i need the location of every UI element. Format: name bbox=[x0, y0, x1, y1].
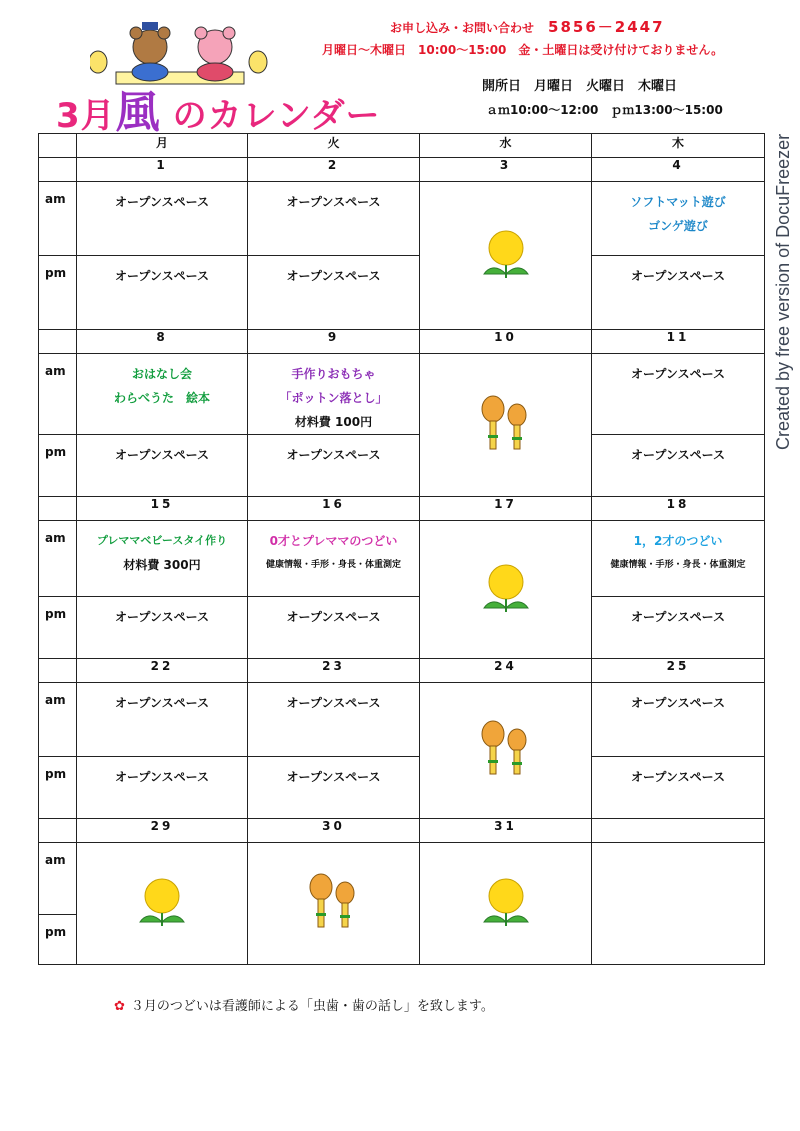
maracas-icon bbox=[475, 391, 537, 457]
day-header: 木 bbox=[592, 134, 765, 158]
flower-icon: ✿ bbox=[114, 999, 125, 1014]
calendar-table bbox=[38, 133, 765, 965]
event-cell: オープンスペース bbox=[248, 683, 420, 757]
pm-label: pm bbox=[39, 915, 77, 965]
day-header: 火 bbox=[248, 134, 420, 158]
dandelion-icon bbox=[134, 876, 190, 928]
contact-info: お申し込み・お問い合わせ 5856－2447 bbox=[390, 18, 665, 36]
date-row bbox=[39, 158, 765, 182]
date-cell: 8 bbox=[77, 330, 248, 354]
event-cell: プレママベビースタイ作り 材料費 300円 bbox=[77, 521, 248, 597]
date-cell: 16 bbox=[248, 497, 420, 521]
am-row bbox=[39, 683, 765, 757]
date-cell: 18 bbox=[592, 497, 765, 521]
date-cell: 9 bbox=[248, 330, 420, 354]
phone-number: 5856－2447 bbox=[548, 18, 665, 36]
date-cell bbox=[592, 819, 765, 843]
pm-label: pm bbox=[39, 435, 77, 497]
dandelion-icon bbox=[478, 876, 534, 928]
event-cell: オープンスペース bbox=[248, 757, 420, 819]
date-cell: 15 bbox=[77, 497, 248, 521]
empty-cell bbox=[592, 843, 765, 965]
pm-row bbox=[39, 757, 765, 819]
pm-row bbox=[39, 256, 765, 330]
hours-note: 月曜日～木曜日 10:00～15:00 金・土曜日は受け付けておりません。 bbox=[322, 43, 724, 57]
holiday-cell bbox=[420, 843, 592, 965]
date-cell: 24 bbox=[420, 659, 592, 683]
date-cell: 30 bbox=[248, 819, 420, 843]
event-cell: オープンスペース bbox=[77, 182, 248, 256]
date-row bbox=[39, 819, 765, 843]
event-cell: オープンスペース bbox=[592, 597, 765, 659]
event-cell: オープンスペース bbox=[248, 435, 420, 497]
am-label: am bbox=[39, 683, 77, 757]
am-row bbox=[39, 182, 765, 256]
holiday-cell bbox=[420, 182, 592, 330]
event-cell: オープンスペース bbox=[77, 597, 248, 659]
event-cell: 0才とプレママのつどい 健康情報・手形・身長・体重測定 bbox=[248, 521, 420, 597]
open-days: 開所日 月曜日 火曜日 木曜日 bbox=[482, 79, 678, 94]
event-cell: オープンスペース bbox=[77, 683, 248, 757]
maracas-icon bbox=[303, 869, 365, 935]
open-hours: ａｍ10:00～12:00 ｐｍ13:00～15:00 bbox=[486, 103, 723, 117]
event-cell: オープンスペース bbox=[592, 256, 765, 330]
date-cell: 3 bbox=[420, 158, 592, 182]
event-cell: 手作りおもちゃ 「ポットン落とし」 材料費 100円 bbox=[248, 354, 420, 435]
pm-row bbox=[39, 435, 765, 497]
holiday-cell bbox=[77, 843, 248, 965]
date-cell: 29 bbox=[77, 819, 248, 843]
event-cell: オープンスペース bbox=[592, 757, 765, 819]
pm-label: pm bbox=[39, 256, 77, 330]
am-row bbox=[39, 354, 765, 435]
date-cell: 25 bbox=[592, 659, 765, 683]
event-cell: オープンスペース bbox=[592, 683, 765, 757]
pm-row bbox=[39, 597, 765, 659]
event-cell: オープンスペース bbox=[248, 256, 420, 330]
pm-label: pm bbox=[39, 597, 77, 659]
footer-note: ✿ ３月のつどいは看護師による「虫歯・歯の話し」を致します。 bbox=[114, 999, 494, 1014]
dandelion-icon bbox=[478, 228, 534, 280]
event-cell: オープンスペース bbox=[248, 597, 420, 659]
event-cell: ソフトマット遊び ゴンゲ遊び bbox=[592, 182, 765, 256]
date-cell: 22 bbox=[77, 659, 248, 683]
date-cell: 17 bbox=[420, 497, 592, 521]
holiday-cell bbox=[420, 683, 592, 819]
am-label: am bbox=[39, 843, 77, 915]
date-row bbox=[39, 659, 765, 683]
event-cell: 1，2才のつどい 健康情報・手形・身長・体重測定 bbox=[592, 521, 765, 597]
date-cell: 11 bbox=[592, 330, 765, 354]
holiday-cell bbox=[420, 354, 592, 497]
date-cell: 4 bbox=[592, 158, 765, 182]
am-label: am bbox=[39, 354, 77, 435]
event-cell: オープンスペース bbox=[248, 182, 420, 256]
event-cell: おはなし会 わらべうた 絵本 bbox=[77, 354, 248, 435]
watermark: Created by free version of DocuFreezer bbox=[773, 133, 793, 450]
page-title: 3月風 のカレンダー bbox=[56, 87, 381, 138]
holiday-cell bbox=[420, 521, 592, 659]
pm-label: pm bbox=[39, 757, 77, 819]
am-row bbox=[39, 521, 765, 597]
maracas-icon bbox=[475, 716, 537, 782]
date-row bbox=[39, 497, 765, 521]
am-label: am bbox=[39, 182, 77, 256]
event-cell: オープンスペース bbox=[77, 256, 248, 330]
date-cell: 10 bbox=[420, 330, 592, 354]
event-cell: オープンスペース bbox=[592, 435, 765, 497]
day-header: 月 bbox=[77, 134, 248, 158]
day-header: 水 bbox=[420, 134, 592, 158]
date-row bbox=[39, 330, 765, 354]
holiday-cell bbox=[248, 843, 420, 965]
date-cell: 31 bbox=[420, 819, 592, 843]
dandelion-icon bbox=[478, 562, 534, 614]
date-cell: 1 bbox=[77, 158, 248, 182]
date-cell: 2 bbox=[248, 158, 420, 182]
am-label: am bbox=[39, 521, 77, 597]
date-cell: 23 bbox=[248, 659, 420, 683]
weekday-header-row bbox=[39, 134, 765, 158]
event-cell: オープンスペース bbox=[592, 354, 765, 435]
event-cell: オープンスペース bbox=[77, 757, 248, 819]
am-row bbox=[39, 843, 765, 915]
event-cell: オープンスペース bbox=[77, 435, 248, 497]
